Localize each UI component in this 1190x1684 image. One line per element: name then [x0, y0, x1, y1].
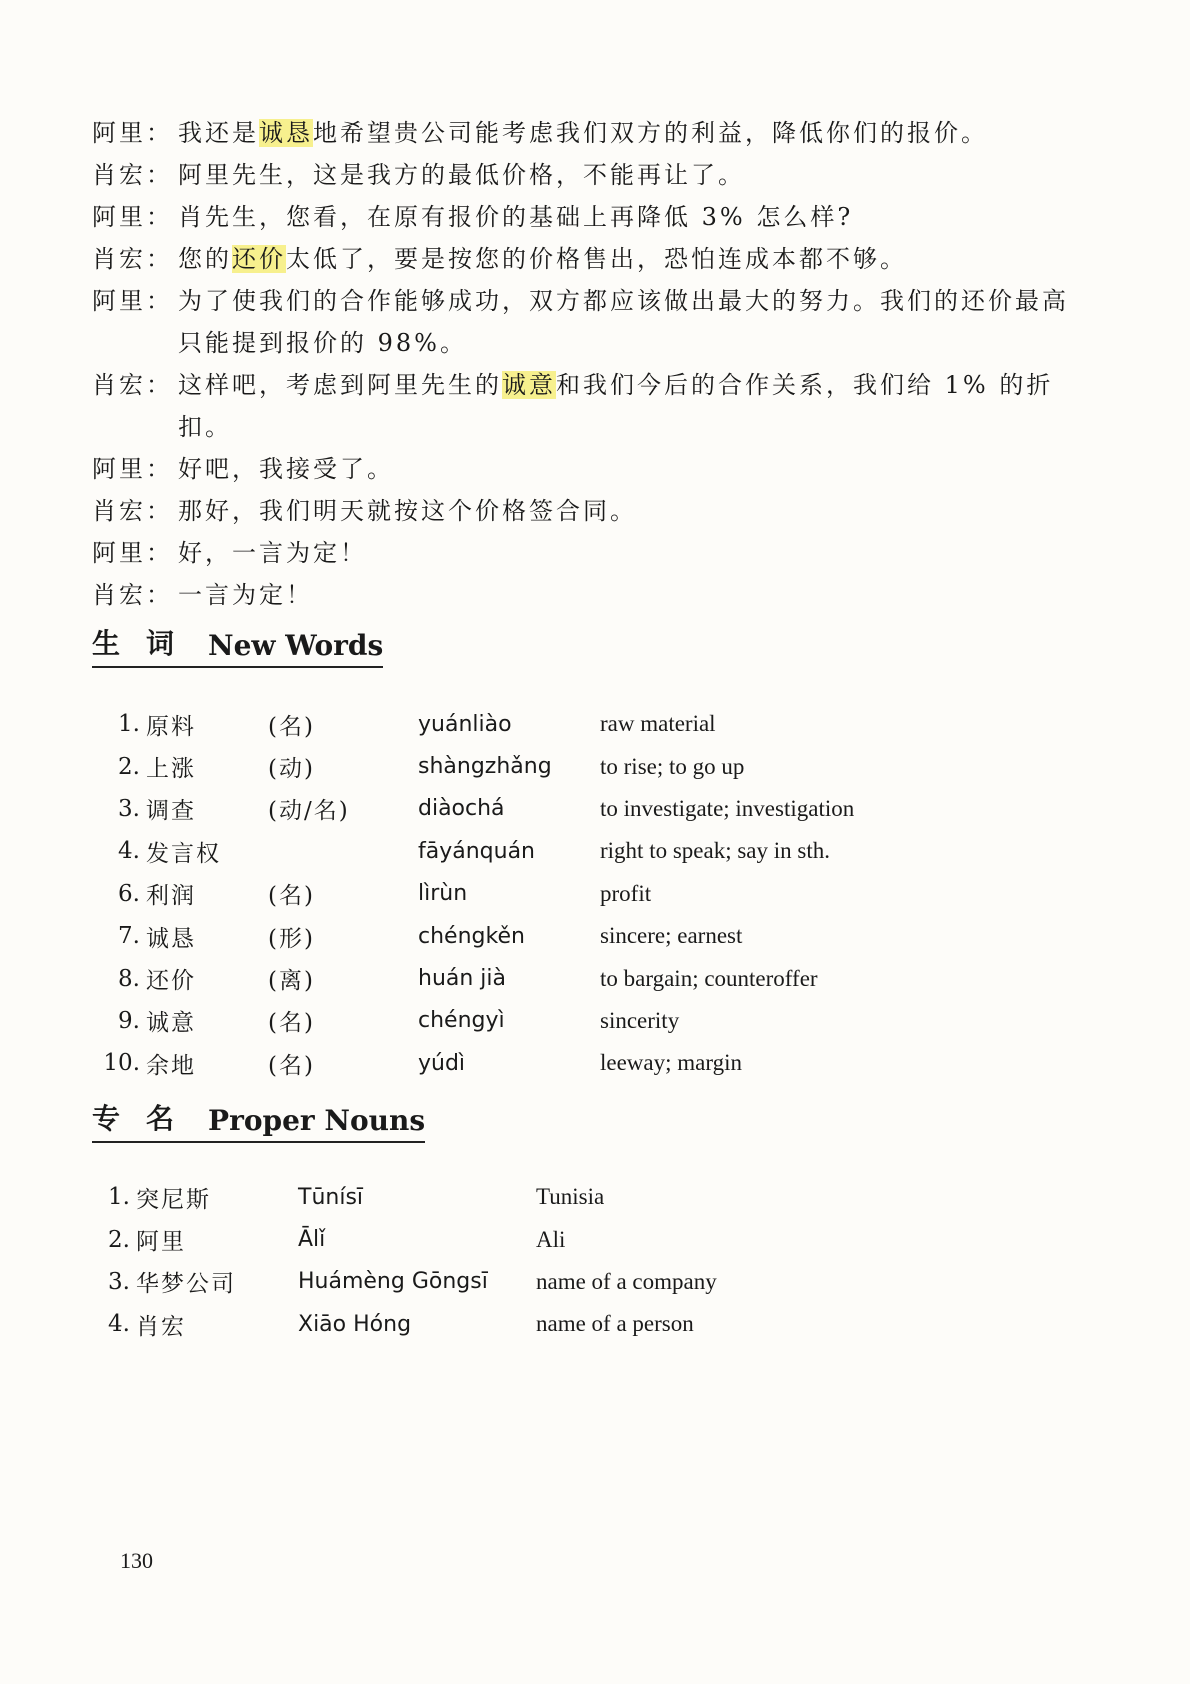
- vocab-word: 发言权: [146, 840, 221, 867]
- dialogue-text: [178, 280, 1092, 364]
- proper-noun-number: 2.: [108, 1226, 130, 1253]
- vocab-number: 8.: [118, 965, 140, 992]
- dialogue-line: [92, 364, 1092, 448]
- speaker-name: 肖宏：: [92, 497, 173, 525]
- proper-noun-number: 3.: [108, 1268, 130, 1295]
- vocab-word: 上涨: [146, 756, 196, 783]
- proper-nouns-heading: [92, 1097, 425, 1137]
- speaker-name: 阿里：: [92, 119, 173, 147]
- speaker-name: 肖宏：: [92, 245, 173, 273]
- dialogue-line: [92, 280, 1092, 364]
- vocab-number: 10.: [103, 1050, 140, 1077]
- vocab-word: 诚恳: [146, 925, 196, 952]
- dialogue-text: [178, 196, 1092, 238]
- vocab-meaning: leeway; margin: [600, 1050, 742, 1076]
- vocab-row: [92, 830, 854, 872]
- dialogue-line: [92, 154, 1092, 196]
- speaker-name: 肖宏：: [92, 161, 173, 189]
- proper-noun-word: 阿里: [136, 1229, 186, 1256]
- dialogue-line: [92, 574, 1092, 616]
- vocab-meaning: raw material: [600, 711, 716, 737]
- vocab-row: [92, 957, 854, 999]
- vocab-word: 利润: [146, 883, 196, 910]
- vocab-pinyin: diàochá: [418, 796, 505, 822]
- dialogue-text: [178, 238, 1092, 280]
- vocab-number: 1.: [118, 711, 140, 738]
- proper-nouns-heading-zh: 专名: [92, 1102, 201, 1135]
- vocab-number: 9.: [118, 1007, 140, 1034]
- dialogue-text-part: 和我们今后的合作关系，我们给 1% 的折扣。: [178, 371, 1054, 441]
- dialogue-line: [92, 238, 1092, 280]
- dialogue-text-part: 太低了，要是按您的价格售出，恐怕连成本都不够。: [286, 245, 907, 273]
- dialogue-text-part: 好吧，我接受了。: [178, 455, 394, 483]
- vocab-word: 还价: [146, 968, 196, 995]
- dialogue-line: [92, 532, 1092, 574]
- vocab-number: 3.: [118, 795, 140, 822]
- proper-noun-pinyin: Huámèng Gōngsī: [298, 1269, 488, 1295]
- proper-noun-number: 4.: [108, 1311, 130, 1338]
- vocab-row: [92, 703, 854, 745]
- new-words-heading-en: New Words: [208, 629, 384, 662]
- proper-nouns-heading-en: Proper Nouns: [208, 1104, 426, 1137]
- vocab-part-of-speech: (形): [268, 925, 315, 952]
- vocab-row: [92, 915, 854, 957]
- vocab-pinyin: chéngyì: [418, 1008, 505, 1034]
- proper-nouns-table: [92, 1176, 717, 1346]
- vocab-meaning: sincerity: [600, 1007, 680, 1033]
- speaker-name: 阿里：: [92, 539, 173, 567]
- proper-noun-word: 华梦公司: [136, 1271, 236, 1298]
- proper-noun-meaning: name of a person: [536, 1311, 694, 1337]
- vocab-part-of-speech: (动): [268, 756, 315, 783]
- highlighted-term: 诚意: [502, 371, 556, 399]
- vocab-meaning: to investigate; investigation: [600, 795, 855, 821]
- dialogue-line: [92, 196, 1092, 238]
- vocab-word: 原料: [146, 713, 196, 740]
- vocab-word: 诚意: [146, 1010, 196, 1037]
- vocab-row: [92, 1000, 854, 1042]
- vocab-pinyin: lìrùn: [418, 881, 468, 907]
- vocab-pinyin: yuánliào: [418, 711, 512, 737]
- dialogue-text: [178, 154, 1092, 196]
- proper-noun-word: 肖宏: [136, 1313, 186, 1340]
- vocab-row: [92, 873, 854, 915]
- vocab-pinyin: yúdì: [418, 1050, 466, 1076]
- proper-noun-meaning: name of a company: [536, 1268, 717, 1294]
- vocab-pinyin: shàngzhǎng: [418, 754, 552, 780]
- new-words-table: [92, 703, 854, 1085]
- dialogue-line: [92, 490, 1092, 532]
- vocab-word: 调查: [146, 798, 196, 825]
- proper-noun-pinyin: Tūnísī: [298, 1184, 364, 1210]
- vocab-part-of-speech: (名): [268, 1052, 315, 1079]
- page-number: 130: [120, 1548, 153, 1573]
- vocab-number: 2.: [118, 753, 140, 780]
- dialogue-text: [178, 112, 1092, 154]
- vocab-part-of-speech: (名): [268, 713, 315, 740]
- proper-noun-row: [92, 1261, 717, 1303]
- proper-noun-row: [92, 1303, 717, 1345]
- dialogue-line: [92, 448, 1092, 490]
- vocab-part-of-speech: (动/名): [268, 798, 350, 825]
- dialogue-text: [178, 448, 1092, 490]
- vocab-meaning: to rise; to go up: [600, 753, 745, 779]
- proper-noun-word: 突尼斯: [136, 1186, 211, 1213]
- dialogue-text: [178, 574, 1092, 616]
- dialogue-text-part: 肖先生，您看，在原有报价的基础上再降低 3% 怎么样?: [178, 203, 854, 231]
- vocab-word: 余地: [146, 1052, 196, 1079]
- speaker-name: 阿里：: [92, 287, 173, 315]
- vocab-pinyin: chéngkěn: [418, 923, 525, 949]
- dialogue-text-part: 一言为定！: [178, 581, 313, 609]
- proper-noun-row: [92, 1218, 717, 1260]
- new-words-heading-zh: 生词: [92, 627, 201, 660]
- vocab-number: 4.: [118, 838, 140, 865]
- dialogue-text-part: 我还是: [178, 119, 259, 147]
- vocab-meaning: sincere; earnest: [600, 923, 743, 949]
- dialogue-text-part: 为了使我们的合作能够成功，双方都应该做出最大的努力。我们的还价最高只能提到报价的 98%。: [178, 287, 1069, 357]
- dialogue-text-part: 好，一言为定！: [178, 539, 367, 567]
- vocab-pinyin: huán jià: [418, 966, 507, 992]
- vocab-meaning: profit: [600, 880, 652, 906]
- dialogue: [92, 112, 1092, 616]
- vocab-meaning: right to speak; say in sth.: [600, 838, 830, 864]
- proper-noun-meaning: Tunisia: [536, 1184, 605, 1210]
- dialogue-text-part: 那好，我们明天就按这个价格签合同。: [178, 497, 637, 525]
- highlighted-term: 诚恳: [259, 119, 313, 147]
- vocab-part-of-speech: (名): [268, 883, 315, 910]
- vocab-pinyin: fāyánquán: [418, 838, 536, 864]
- dialogue-text-part: 您的: [178, 245, 232, 273]
- dialogue-text: [178, 364, 1092, 448]
- dialogue-text: [178, 532, 1092, 574]
- speaker-name: 阿里：: [92, 455, 173, 483]
- dialogue-text: [178, 490, 1092, 532]
- vocab-meaning: to bargain; counteroffer: [600, 965, 818, 991]
- vocab-number: 7.: [118, 923, 140, 950]
- proper-noun-number: 1.: [108, 1184, 130, 1211]
- vocab-part-of-speech: (离): [268, 968, 315, 995]
- dialogue-text-part: 地希望贵公司能考虑我们双方的利益，降低你们的报价。: [313, 119, 988, 147]
- vocab-number: 6.: [118, 880, 140, 907]
- vocab-part-of-speech: (名): [268, 1010, 315, 1037]
- speaker-name: 肖宏：: [92, 581, 173, 609]
- vocab-row: [92, 745, 854, 787]
- vocab-row: [92, 1042, 854, 1084]
- dialogue-text-part: 这样吧，考虑到阿里先生的: [178, 371, 502, 399]
- dialogue-text-part: 阿里先生，这是我方的最低价格，不能再让了。: [178, 161, 745, 189]
- dialogue-line: [92, 112, 1092, 154]
- vocab-row: [92, 788, 854, 830]
- proper-noun-meaning: Ali: [536, 1226, 566, 1252]
- new-words-heading: [92, 622, 383, 662]
- highlighted-term: 还价: [232, 245, 286, 273]
- proper-noun-pinyin: Xiāo Hóng: [298, 1311, 412, 1337]
- speaker-name: 阿里：: [92, 203, 173, 231]
- proper-noun-pinyin: Ālǐ: [298, 1227, 326, 1253]
- speaker-name: 肖宏：: [92, 371, 173, 399]
- proper-noun-row: [92, 1176, 717, 1218]
